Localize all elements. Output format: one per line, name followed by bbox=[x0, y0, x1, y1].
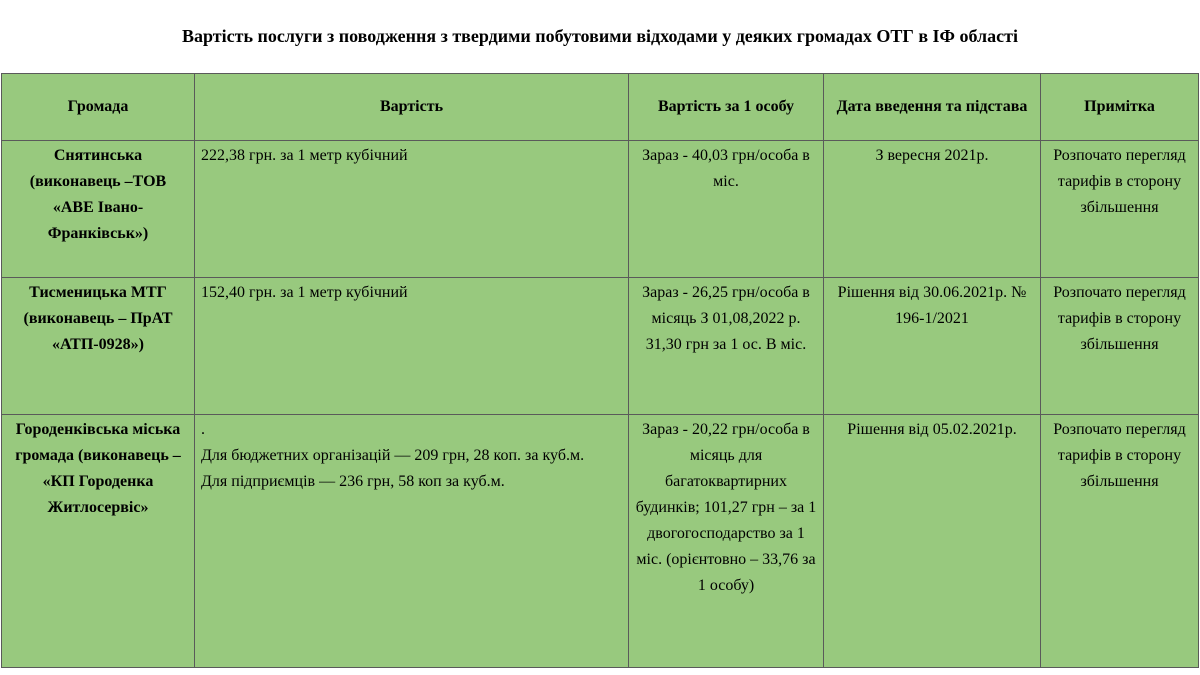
header-note: Примітка bbox=[1041, 74, 1199, 141]
cell-date-basis: З вересня 2021р. bbox=[824, 141, 1041, 278]
table-row bbox=[2, 415, 1199, 668]
cell-note: Розпочато перегляд тарифів в сторону збільшення bbox=[1041, 141, 1199, 278]
cell-cost bbox=[195, 415, 629, 668]
cell-cost-per-person: Зараз - 20,22 грн/особа в місяць для багатоквартирних будинків; 101,27 грн – за 1 двогогосподарство за 1 міс. (орієнтовно – 33,76 за 1 особу) bbox=[629, 415, 824, 668]
cell-hromada: Тисменицька МТГ (виконавець – ПрАТ «АТП-0928») bbox=[2, 278, 195, 415]
cell-date-basis: Рішення від 05.02.2021р. bbox=[824, 415, 1041, 668]
cell-date-basis: Рішення від 30.06.2021р. № 196-1/2021 bbox=[824, 278, 1041, 415]
table-row bbox=[2, 278, 1199, 415]
header-hromada: Громада bbox=[2, 74, 195, 141]
tariffs-table bbox=[1, 73, 1199, 668]
cost-line: Для бюджетних організацій — 209 грн, 28 коп. за куб.м. bbox=[201, 447, 585, 464]
cost-line: 222,38 грн. за 1 метр кубічний bbox=[201, 147, 408, 164]
header-date-basis: Дата введення та підстава bbox=[824, 74, 1041, 141]
cost-line: Для підприємців — 236 грн, 58 коп за куб.м. bbox=[201, 473, 505, 490]
header-cost-per-person: Вартість за 1 особу bbox=[629, 74, 824, 141]
table-row bbox=[2, 141, 1199, 278]
cell-note: Розпочато перегляд тарифів в сторону збільшення bbox=[1041, 415, 1199, 668]
cost-line: . bbox=[201, 421, 205, 438]
cell-cost-per-person: Зараз - 40,03 грн/особа в міс. bbox=[629, 141, 824, 278]
cell-hromada: Снятинська (виконавець –ТОВ «АВЕ Івано-Франківськ») bbox=[2, 141, 195, 278]
cost-line: 152,40 грн. за 1 метр кубічний bbox=[201, 284, 408, 301]
page-title: Вартість послуги з поводження з твердими побутовими відходами у деяких громадах ОТГ в ІФ області bbox=[182, 26, 1018, 46]
cell-cost bbox=[195, 141, 629, 278]
cell-cost-per-person: Зараз - 26,25 грн/особа в місяць З 01,08,2022 р. 31,30 грн за 1 ос. В міс. bbox=[629, 278, 824, 415]
header-cost: Вартість bbox=[195, 74, 629, 141]
cell-note: Розпочато перегляд тарифів в сторону збільшення bbox=[1041, 278, 1199, 415]
table-header-row bbox=[2, 74, 1199, 141]
cell-hromada: Городенківська міська громада (виконавець – «КП Городенка Житлосервіс» bbox=[2, 415, 195, 668]
cell-cost bbox=[195, 278, 629, 415]
